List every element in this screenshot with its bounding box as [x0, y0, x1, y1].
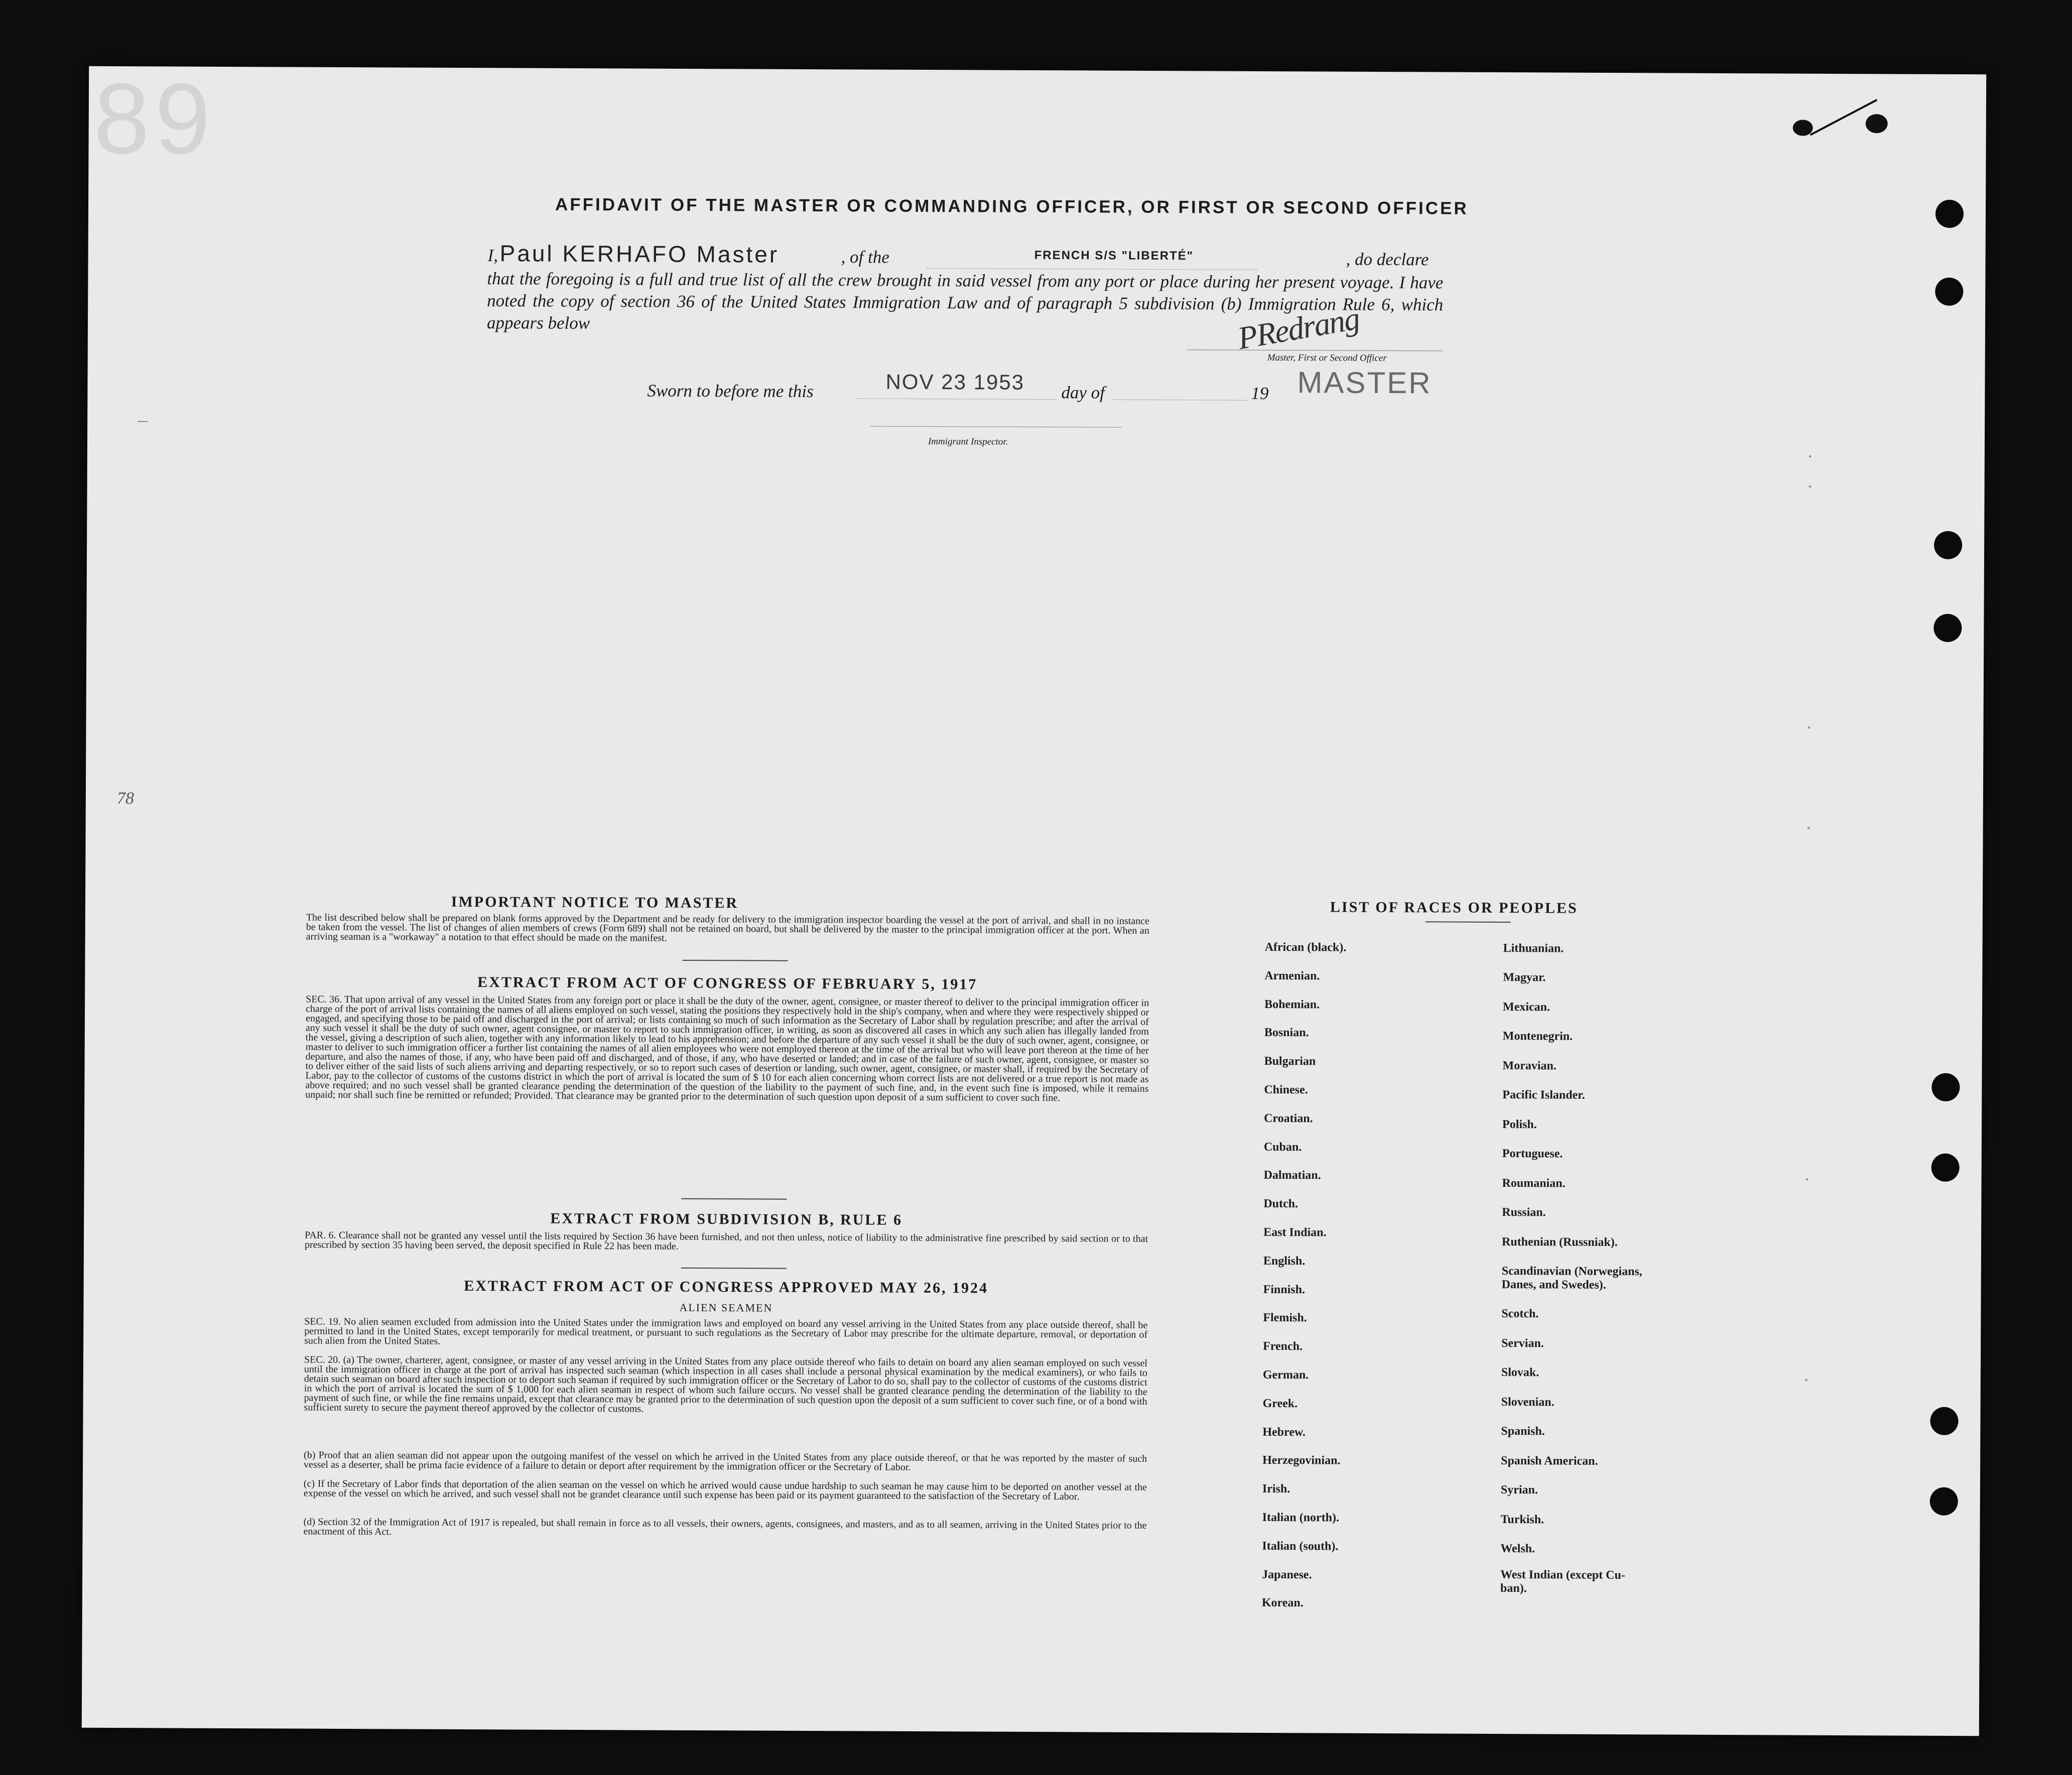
races-title: LIST OF RACES OR PEOPLES	[1330, 899, 1578, 917]
extract-1924-title: EXTRACT FROM ACT OF CONGRESS APPROVED MAY 26, 1924	[464, 1278, 989, 1297]
race-item: Spanish.	[1501, 1425, 1545, 1438]
punch-hole	[1930, 1487, 1958, 1515]
race-item: Russian.	[1502, 1206, 1546, 1219]
punch-hole	[1935, 278, 1963, 306]
punch-hole	[1930, 1407, 1958, 1435]
race-item: Portuguese.	[1502, 1147, 1563, 1161]
section-divider	[681, 1198, 787, 1200]
officer-signature: PRedrang	[1235, 300, 1362, 356]
day-of-label: day of	[1061, 383, 1105, 403]
race-item: Irish.	[1262, 1482, 1290, 1496]
race-item: Pacific Islander.	[1502, 1088, 1585, 1102]
race-item: Finnish.	[1263, 1283, 1306, 1296]
sworn-label: Sworn to before me this	[647, 381, 814, 402]
race-item: Slovenian.	[1501, 1396, 1555, 1409]
subdivision-b-text: PAR. 6. Clearance shall not be granted any vessel until the lists required by Section 36 have been furnished, and not then unless, notice of liability to the administrative fine prescribed by said section or to that prescribed by section 35 having been served, the deposit specified in Rule 22 has been made.	[304, 1229, 1148, 1252]
race-item: Herzegovinian.	[1262, 1454, 1341, 1468]
race-item: Japanese.	[1262, 1568, 1312, 1582]
margin-dot	[1805, 1379, 1807, 1381]
extract-1917-text: SEC. 36. That upon arrival of any vessel in the United States from any foreign port or place it shall be the duty of the owner, agent, consignee, or master thereof to deliver to the principal immigration officer in charge of the port of arrival lists containing the names of all aliens employed on such vessel, stating the positions they respectively hold in the ship's company, when and where they were respectively shipped or engaged, and specifying those to be paid off and discharged in the port of arrival; or lists containing so much of such information as the Secretary of Labor shall by regulation prescribe; and after the arrival of any such vessel it shall be the duty of such owner, agent consignee, or master to report to such immigration officer, in writing, as soon as discovered all cases in which any such alien has illegally landed from the vessel, giving a description of such alien, together with any information likely to lead to his apprehension; and before the departure of any such vessel it shall be the duty of such owner, agent, consignee, or master to deliver to such immigration officer a further list containing the names of all alien employees who were not employed thereon at the time of the arrival but who will leave port thereon at the time of her departure, and also the names of those, if any, who have been paid off and discharged, and of those, if any, who have deserted or landed; and in case of the failure of such owner, agent, consignee, or master so to deliver either of the said lists of such aliens arriving and departing respectively, or so to report such cases of desertion or landing, such owner, agent, consignee, or master shall, if required by the Secretary of Labor, pay to the collector of customs of the customs district in which the port of arrival is located the sum of $ 10 for each alien concerning whom correct lists are not delivered or a true report is not made as above required; and no such vessel shall be granted clearance pending the determination of the question of the liability to the payment of such fine, and, in the event such fine is imposed, while it remains unpaid; nor shall such fine be remitted or refunded; Provided. That clearance may be granted prior to the determination of such question upon deposit of a sum sufficient to cover such fine.	[305, 993, 1149, 1104]
race-item: Spanish American.	[1501, 1454, 1598, 1468]
race-item: Chinese.	[1264, 1083, 1308, 1097]
left-margin-tick: ―	[138, 415, 148, 427]
race-item: Dalmatian.	[1263, 1169, 1321, 1182]
race-item: Scandinavian (Norwegians,	[1501, 1264, 1642, 1279]
race-item: Polish.	[1502, 1118, 1537, 1131]
race-item: Armenian.	[1264, 969, 1320, 983]
race-item: Welsh.	[1500, 1542, 1535, 1556]
race-item: African (black).	[1264, 941, 1347, 954]
race-item: Danes, and Swedes).	[1501, 1278, 1606, 1292]
extract-1924-sec20c: (c) If the Secretary of Labor finds that deportation of the alien seaman on the vessel on which he arrived would cause undue hardship to such seaman he may cause him to be deported on another vessel at the expense of the vessel on which he arrived, and such vessel shall not be grandet clearance until such expense has been paid or its payment guaranteed to the satisfaction of the Secretary of Labor.	[303, 1478, 1147, 1502]
notice-title: IMPORTANT NOTICE TO MASTER	[451, 893, 739, 912]
left-margin-mark: 78	[116, 789, 134, 808]
extract-1924-sec19: SEC. 19. No alien seamen excluded from admission into the United States under the immigration laws and employed on board any vessel arriving in the United States from any place outside thereof, shall be permitted to land in the United States, except temporarily for medical treatment, or pursuant to such regulations as the Secretary of Labor may prescribe for the ultimate departure, removal, or deportation of such alien from the United States.	[304, 1316, 1148, 1347]
race-item: Flemish.	[1263, 1311, 1307, 1325]
race-item: East Indian.	[1263, 1226, 1327, 1239]
races-column-2	[1500, 72, 1758, 1595]
race-item: Roumanian.	[1502, 1177, 1566, 1190]
race-item: Mexican.	[1503, 1000, 1550, 1014]
race-item: Bulgarian	[1264, 1055, 1316, 1068]
race-item: Magyar.	[1503, 971, 1546, 984]
race-item: Turkish.	[1500, 1513, 1544, 1527]
race-item: Moravian.	[1502, 1059, 1557, 1073]
margin-dot	[1808, 726, 1810, 729]
race-item: English.	[1263, 1254, 1306, 1268]
race-item: Servian.	[1501, 1337, 1544, 1350]
race-item: Montenegrin.	[1502, 1030, 1573, 1043]
extract-1917-title: EXTRACT FROM ACT OF CONGRESS OF FEBRUARY 5, 1917	[477, 974, 978, 993]
margin-dot	[1809, 455, 1811, 458]
race-item: Italian (south).	[1262, 1539, 1339, 1553]
extract-1924-sec20b: (b) Proof that an alien seaman did not appear upon the outgoing manifest of the vessel on which he arrived in the United States from any place outside thereof, or that he was reported by the master of such vessel as a deserter, shall be prima facie evidence of a failure to detain or deport after requirement by the immigration officer or the Secretary of Labor.	[304, 1449, 1147, 1473]
extract-1924-sec20d: (d) Section 32 of the Immigration Act of 1917 is repealed, but shall remain in force as to all vessels, their owners, agents, consignees, and masters, and as to all seamen, arriving in the United States prior to the enactment of this Act.	[303, 1516, 1147, 1538]
inspector-signature-line	[870, 426, 1121, 428]
race-item: Syrian.	[1500, 1483, 1538, 1497]
punch-hole	[1933, 614, 1962, 642]
inspector-caption: Immigrant Inspector.	[928, 436, 1008, 447]
race-item: Hebrew.	[1262, 1425, 1306, 1439]
race-item: Greek.	[1262, 1397, 1298, 1411]
ink-stroke	[1810, 99, 1878, 136]
punch-hole	[1935, 200, 1964, 228]
race-item: French.	[1263, 1340, 1303, 1353]
ink-blot	[1866, 114, 1888, 133]
margin-dot	[1809, 485, 1811, 488]
do-declare-label: , do declare	[1346, 249, 1429, 270]
race-item: Bohemian.	[1264, 997, 1320, 1011]
subdivision-b-title: EXTRACT FROM SUBDIVISION B, RULE 6	[550, 1210, 903, 1228]
race-item: Korean.	[1261, 1596, 1304, 1610]
affidavit-title: AFFIDAVIT OF THE MASTER OR COMMANDING OFFICER, OR FIRST OR SECOND OFFICER	[555, 194, 1469, 218]
year-prefix: 19	[1251, 383, 1269, 404]
race-item: Bosnian.	[1264, 1026, 1309, 1040]
master-name: Paul KERHAFO Master	[499, 240, 780, 268]
race-item: ban).	[1500, 1582, 1527, 1595]
faded-page-number: 89	[93, 62, 216, 175]
races-column-1	[1261, 71, 1469, 1610]
race-item: Slovak.	[1501, 1366, 1539, 1379]
race-item: Ruthenian (Russniak).	[1501, 1235, 1618, 1249]
race-item: Croatian.	[1264, 1111, 1313, 1125]
punch-hole	[1931, 1154, 1960, 1182]
master-stamp: MASTER	[1297, 365, 1432, 400]
of-the-label: , of the	[841, 247, 889, 267]
race-item: Italian (north).	[1262, 1510, 1340, 1525]
declaration-body: that the foregoing is a full and true list of all the crew brought in said vessel from any port or place during her present voyage. I have noted the copy of section 36 of the United States Immigration Law and of paragraph 5 subdivision (b) Immigration Rule 6, which appears below	[486, 269, 1444, 333]
extract-1924-sec20a: SEC. 20. (a) The owner, charterer, agent, consignee, or master of any vessel arriving in the United States from any place outside thereof who fails to detain on board any alien seaman employed on such vessel until the immigration officer in charge at the port of arrival has inspected such seaman (which inspection in all cases shall include a personal physical examination by the medical examiners), or who fails to detain such seaman on board after such inspection or to deport such seaman if required by such immigration officer or the Secretary of Labor to do so, shall pay to the collector of customs of the customs district in which the port of arrival is located the sum of $ 1,000 for each alien seaman in respect of whom such failure occurs. No vessel shall be granted clearance pending the determination of the liability to the payment of such fine, or while the fine remains unpaid, except that clearance may be granted prior to the determination of such question upon the deposit of a sum sufficient to cover such fine, or of a bond with sufficient surety to secure the payment thereof approved by the collector of customs.	[304, 1354, 1148, 1415]
margin-dot	[1807, 827, 1810, 829]
section-divider	[682, 960, 788, 961]
declaration-prefix: I,	[487, 245, 498, 266]
section-divider	[681, 1267, 787, 1269]
race-item: Scotch.	[1501, 1307, 1539, 1321]
date-stamp: NOV 23 1953	[885, 369, 1025, 394]
alien-seamen-subtitle: ALIEN SEAMEN	[679, 1301, 773, 1314]
race-item: Dutch.	[1263, 1197, 1299, 1211]
race-item: West Indian (except Cu-	[1500, 1568, 1625, 1582]
margin-dot	[1806, 1178, 1808, 1181]
month-line	[1111, 400, 1247, 401]
punch-hole	[1934, 531, 1962, 559]
document-page	[82, 62, 1986, 1736]
punch-hole	[1931, 1073, 1960, 1101]
vessel-name: FRENCH S/S "LIBERTÉ"	[1034, 248, 1194, 263]
race-item: German.	[1262, 1368, 1309, 1382]
race-item: Lithuanian.	[1503, 942, 1564, 955]
signer-caption: Master, First or Second Officer	[1267, 352, 1387, 364]
notice-text: The list described below shall be prepared on blank forms approved by the Department and be ready for delivery to the immigration inspector boarding the vessel at the port of arrival, and shall in no instance be taken from the vessel. The list of changes of alien members of crews (Form 689) shall not be retained on board, but shall be delivered by the master to the principal immigration officer at the port. When an arriving seaman is a "workaway" a notation to that effect should be made on the manifest.	[306, 912, 1149, 944]
sworn-date-line	[855, 398, 1056, 400]
race-item: Cuban.	[1263, 1140, 1302, 1154]
